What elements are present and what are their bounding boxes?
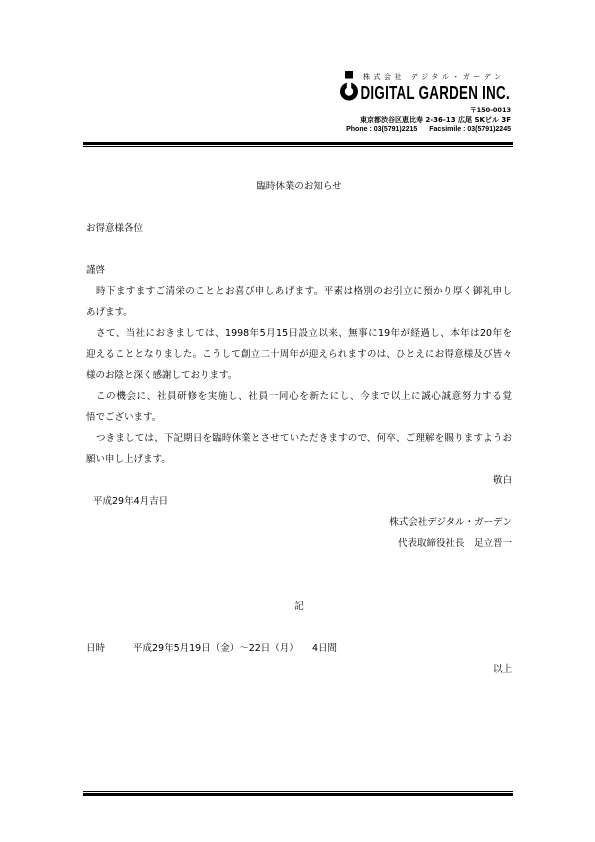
body-line: あげます。	[86, 307, 133, 318]
body-line: 時下ますますご清栄のこととお喜び申しあげます。平素は格別のお引立に預かり厚く御礼申し	[96, 286, 512, 297]
body-line: つきましては、下記期日を臨時休業とさせていただきますので、何卒、ご理解を賜りますようお	[96, 433, 512, 444]
notice-duration: 4日間	[312, 643, 338, 654]
notice-datetime-row	[86, 638, 512, 659]
notice-datetime-label: 日時	[86, 643, 106, 654]
letter-body	[86, 176, 512, 680]
postal-code: 〒150-0013	[470, 106, 511, 114]
notice-heading: 記	[294, 601, 304, 612]
opening-greeting: 謹啓	[86, 265, 106, 276]
contact-line	[346, 126, 511, 134]
footer-rule-thick	[83, 793, 513, 796]
body-line: この機会に、社員研修を実施し、社員一同心を新たにし、今まで以上に誠心誠意努力する覚	[96, 391, 512, 402]
company-address: 東京都渋谷区恵比寿 2-36-13 広尾 SKビル 3F	[359, 116, 511, 124]
phone-number: Phone : 03(5791)2215	[346, 126, 418, 133]
sender-signature: 代表取締役社長 足立晋一	[397, 538, 512, 549]
body-paragraph	[86, 323, 512, 386]
notice-dates: 平成29年5月19日（金）～22日（月）	[133, 643, 299, 654]
letter-date: 平成29年4月吉日	[93, 496, 169, 507]
company-name-kana: 株式会社 デジタル・ガーデン	[363, 73, 505, 81]
recipient-salutation: お得意様各位	[86, 223, 144, 234]
body-line: 様のお陰と深く感謝しております。	[86, 370, 238, 381]
header-rule-thin	[83, 146, 513, 147]
header-rule-thick	[83, 142, 513, 145]
body-paragraph	[86, 428, 512, 470]
body-paragraph	[86, 281, 512, 323]
body-line: 迎えることとなりました。こうして創立二十周年が迎えられますのは、ひとえにお得意様及び皆々	[86, 349, 512, 360]
body-line: さて、当社におきましては、1998年5月15日設立以来、無事に19年が経過し、本年は20年を	[96, 328, 512, 339]
body-paragraph	[86, 386, 512, 428]
company-name-brand: DIGITAL GARDEN INC.	[360, 83, 510, 103]
body-line: 悟でございます。	[86, 412, 162, 423]
flask-logo-icon	[340, 71, 358, 101]
footer-rule-thin	[83, 791, 513, 792]
closing-word: 敬白	[492, 475, 512, 486]
letter-title: 臨時休業のお知らせ	[256, 181, 342, 192]
sender-company: 株式会社デジタル・ガーデン	[389, 517, 512, 528]
end-mark: 以上	[492, 664, 512, 675]
body-line: 願い申し上げます。	[86, 454, 171, 465]
fax-number: Facsimile : 03(5791)2245	[429, 126, 511, 133]
